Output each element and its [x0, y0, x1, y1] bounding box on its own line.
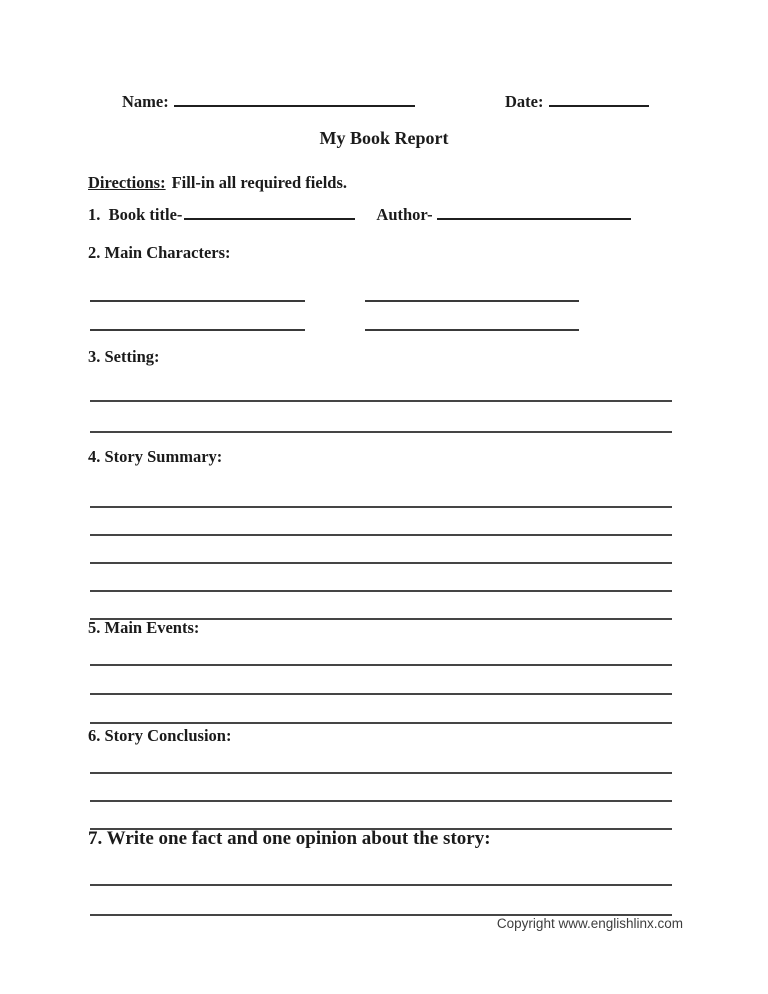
- author-input-line[interactable]: [437, 203, 631, 220]
- main-events-input-line-3[interactable]: [90, 695, 672, 724]
- story-conclusion-input-line-2[interactable]: [90, 774, 672, 802]
- copyright-text: Copyright www.englishlinx.com: [496, 916, 683, 931]
- page-title: My Book Report: [319, 128, 449, 148]
- story-summary-input-line-3[interactable]: [90, 536, 672, 564]
- story-conclusion-lines: [90, 746, 672, 830]
- section-main-events-heading: 5. Main Events:: [88, 618, 200, 637]
- book-title-input-line[interactable]: [184, 203, 355, 220]
- book-title-label: 1. Book title-: [88, 205, 183, 224]
- section-main-characters-heading: 2. Main Characters:: [88, 243, 231, 262]
- setting-input-line-2[interactable]: [90, 402, 672, 433]
- fact-opinion-input-line-1[interactable]: [90, 856, 672, 886]
- fact-opinion-input-line-2[interactable]: [90, 886, 672, 916]
- story-conclusion-input-line-1[interactable]: [90, 746, 672, 774]
- character-input-line-3[interactable]: [90, 329, 305, 331]
- date-field: [505, 90, 649, 112]
- name-input-line[interactable]: [174, 90, 415, 107]
- character-input-line-1[interactable]: [90, 300, 305, 302]
- main-characters-lines: [90, 278, 579, 331]
- section-setting-heading: 3. Setting:: [88, 347, 160, 366]
- setting-lines: [90, 371, 672, 433]
- main-events-input-line-1[interactable]: [90, 637, 672, 666]
- setting-input-line-1[interactable]: [90, 371, 672, 402]
- character-input-line-2[interactable]: [365, 300, 579, 302]
- story-summary-input-line-1[interactable]: [90, 480, 672, 508]
- character-line-row: [90, 307, 579, 331]
- story-summary-input-line-5[interactable]: [90, 592, 672, 620]
- story-conclusion-input-line-3[interactable]: [90, 802, 672, 830]
- date-label: Date:: [505, 92, 544, 111]
- character-line-row: [90, 278, 579, 302]
- story-summary-input-line-2[interactable]: [90, 508, 672, 536]
- author-label: Author-: [376, 205, 433, 224]
- name-label: Name:: [122, 92, 169, 111]
- main-events-input-line-2[interactable]: [90, 666, 672, 695]
- fact-opinion-lines: [90, 856, 672, 916]
- character-input-line-4[interactable]: [365, 329, 579, 331]
- section-fact-opinion-heading: 7. Write one fact and one opinion about the story:: [88, 828, 491, 849]
- story-summary-input-line-4[interactable]: [90, 564, 672, 592]
- main-events-lines: [90, 637, 672, 724]
- story-summary-lines: [90, 480, 672, 620]
- section-story-conclusion-heading: 6. Story Conclusion:: [88, 726, 232, 745]
- directions-label: Directions:: [88, 173, 166, 192]
- book-title-author-row: [88, 203, 631, 225]
- directions-text: Fill-in all required fields.: [171, 173, 347, 192]
- date-input-line[interactable]: [549, 90, 649, 107]
- name-field: [122, 90, 415, 112]
- directions: [88, 173, 347, 193]
- section-story-summary-heading: 4. Story Summary:: [88, 447, 223, 466]
